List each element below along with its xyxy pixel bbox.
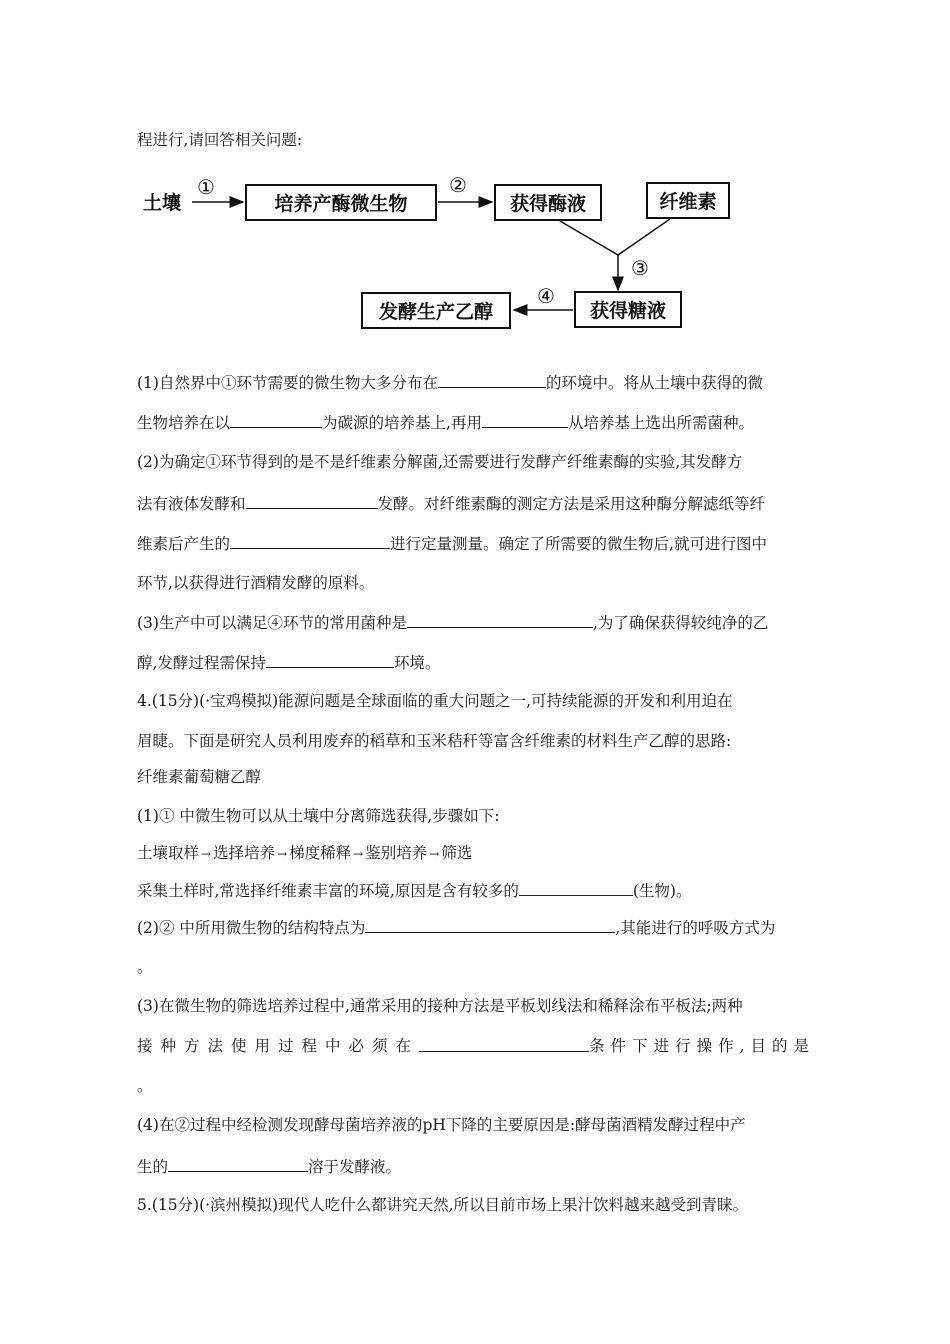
box-cellulose-label: 纤维素: [659, 191, 717, 213]
merge-left: [560, 221, 618, 255]
q3-part3: (3)生产中可以满足④环节的常用菌种是 ,为了确保获得较纯净的乙: [137, 614, 769, 632]
q4-part4-cont: 生的 溶于发酵液。: [137, 1158, 402, 1176]
diagram-soil: 土壤: [143, 192, 182, 214]
q3-part2: (2)为确定①环节得到的是不是纤维素分解菌,还需要进行发酵产纤维素酶的实验,其发酵方: [137, 453, 743, 471]
q4-part3-end: 。: [137, 1077, 153, 1095]
merge-right: [618, 219, 670, 255]
q4-steps: 土壤取样 → 选择培养 → 梯度稀释 → 鉴别培养 → 筛选: [137, 844, 473, 862]
q3-part2-cont: 法有液体发酵和 发酵。对纤维素酶的测定方法是采用这种酶分解滤纸等纤: [137, 495, 766, 513]
answer-blank[interactable]: [246, 493, 378, 509]
answer-blank[interactable]: [365, 917, 615, 933]
answer-blank[interactable]: [230, 412, 322, 428]
q4-part2: (2)② 中所用微生物的结构特点为 ,其能进行的呼吸方式为: [137, 919, 776, 937]
diagram-step1: ①: [197, 175, 215, 199]
answer-blank[interactable]: [230, 533, 390, 549]
q5-heading: 5.(15分)(·滨州模拟)现代人吃什么都讲究天然,所以目前市场上果汁饮料越来越受到青睐。: [137, 1196, 749, 1214]
q3-part1-cont: 生物培养在以 为碳源的培养基上,再用 从培养基上选出所需菌种。: [137, 414, 754, 432]
q4-part4: (4)在②过程中经检测发现酵母菌培养液的pH下降的主要原因是:酵母菌酒精发酵过程中产: [137, 1116, 746, 1134]
q3-part2-cont2: 维素后产生的 进行定量测量。确定了所需要的微生物后,就可进行图中: [137, 535, 767, 553]
answer-blank[interactable]: [407, 612, 593, 628]
q4-part3: (3)在微生物的筛选培养过程中,通常采用的接种方法是平板划线法和稀释涂布平板法;两种: [137, 997, 743, 1015]
intro-text: 程进行,请回答相关问题:: [137, 131, 303, 149]
box-enzyme-label: 获得酶液: [509, 193, 587, 215]
diagram-step3: ③: [631, 256, 649, 280]
q3-part2-cont3: 环节,以获得进行酒精发酵的原料。: [137, 574, 375, 592]
q3-part1: (1)自然界中①环节需要的微生物大多分布在 的环境中。将从土壤中获得的微: [137, 374, 763, 392]
answer-blank[interactable]: [482, 412, 568, 428]
q4-part2-end: 。: [137, 958, 153, 976]
q4-flow: 纤维素葡萄糖乙醇: [137, 768, 262, 786]
answer-blank[interactable]: [519, 880, 633, 896]
answer-blank[interactable]: [419, 1036, 589, 1052]
box-culture-label: 培养产酶微生物: [274, 193, 408, 215]
q4-heading-cont: 眉睫。下面是研究人员利用废弃的稻草和玉米秸秆等富含纤维素的材料生产乙醇的思路:: [137, 732, 732, 750]
q3-part3-cont: 醇,发酵过程需保持 环境。: [137, 654, 441, 672]
answer-blank[interactable]: [438, 372, 546, 388]
diagram-step2: ②: [449, 173, 467, 197]
box-ferment-label: 发酵生产乙醇: [378, 301, 494, 323]
box-sugar-label: 获得糖液: [589, 300, 667, 322]
q4-part1: (1)① 中微生物可以从土壤中分离筛选获得,步骤如下:: [137, 807, 500, 825]
answer-blank[interactable]: [168, 1156, 308, 1172]
answer-blank[interactable]: [266, 652, 394, 668]
q4-part3-cont: 接种方法使用过程中必须在 条件下进行操作,目的是: [137, 1037, 815, 1055]
flow-diagram: [0, 165, 950, 345]
diagram-step4: ④: [537, 284, 555, 308]
q4-heading: 4.(15分)(·宝鸡模拟)能源问题是全球面临的重大问题之一,可持续能源的开发和利用迫在: [137, 692, 733, 710]
q4-part1-cont: 采集土样时,常选择纤维素丰富的环境,原因是含有较多的 (生物)。: [137, 882, 692, 900]
